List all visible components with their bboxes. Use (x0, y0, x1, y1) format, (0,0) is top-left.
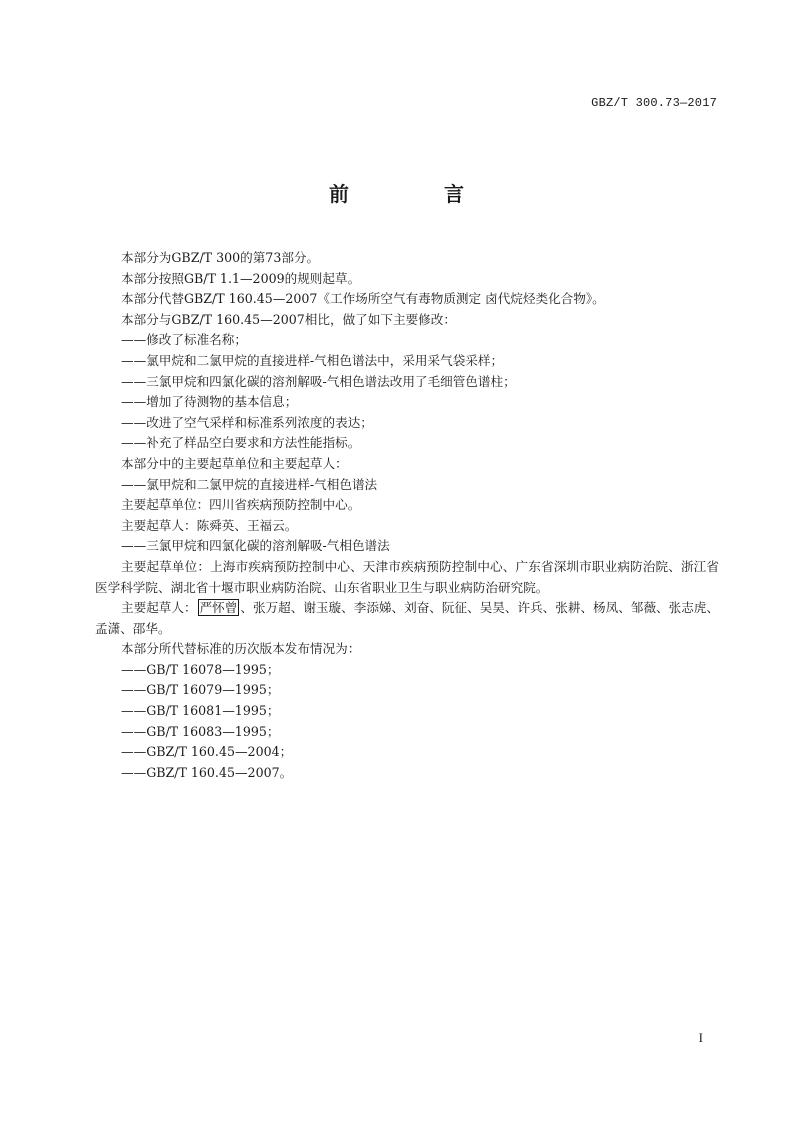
paragraph-drafters-intro: 本部分中的主要起草单位和主要起草人： (121, 455, 348, 471)
history-intro: 本部分所代替标准的历次版本发布情况为： (121, 641, 361, 657)
drafters-rest: 、张万超、谢玉璇、李添娣、刘奋、阮征、吴昊、许兵、张耕、杨凤、邹薇、张志虎、孟潇、邵华。 (95, 600, 720, 636)
change-item: ——改进了空气采样和标准系列浓度的表达； (121, 414, 373, 430)
drafters (95, 598, 719, 639)
paragraph-replaces: 本部分代替GBZ/T 160.45—2007《工作场所空气有毒物质测定 卤代烷烃类化合物》。 (121, 291, 605, 307)
paragraph-drafting-rules: 本部分按照GB/T 1.1—2009的规则起草。 (121, 270, 361, 286)
page-title: 前 言 (329, 182, 508, 206)
history-item: ——GBZ/T 160.45—2007。 (121, 764, 293, 780)
history-item: ——GB/T 16079—1995； (121, 682, 280, 698)
highlighted-name: 严怀曾 (199, 600, 238, 616)
drafters-prefix: 主要起草人： (121, 600, 197, 616)
drafters: 主要起草人：陈舜英、王福云。 (121, 517, 298, 533)
change-item: ——增加了待测物的基本信息； (121, 394, 298, 410)
method-heading: ——三氯甲烷和四氯化碳的溶剂解吸-气相色谱法 (121, 538, 390, 554)
change-item: ——三氯甲烷和四氯化碳的溶剂解吸-气相色谱法改用了毛细管色谱柱； (121, 373, 516, 389)
method-heading: ——氯甲烷和二氯甲烷的直接进样-气相色谱法 (121, 476, 378, 492)
foreword-body (95, 248, 719, 783)
drafting-units: 主要起草单位：四川省疾病预防控制中心。 (121, 497, 361, 513)
paragraph-changes-intro: 本部分与GBZ/T 160.45—2007相比，做了如下主要修改： (121, 311, 456, 327)
change-item: ——补充了样品空白要求和方法性能指标。 (121, 435, 361, 451)
change-item: ——修改了标准名称； (121, 332, 247, 348)
standard-code: GBZ/T 300.73—2017 (591, 96, 717, 110)
history-item: ——GB/T 16081—1995； (121, 703, 280, 719)
drafting-units: 主要起草单位：上海市疾病预防控制中心、天津市疾病预防控制中心、广东省深圳市职业病防治院、浙江省医学科学院、湖北省十堰市职业病防治院、山东省职业卫生与职业病防治研究院。 (95, 558, 719, 595)
page-number: I (698, 1030, 703, 1045)
history-item: ——GB/T 16078—1995； (121, 661, 280, 677)
history-item: ——GBZ/T 160.45—2004； (121, 744, 293, 760)
paragraph-part-of-series: 本部分为GBZ/T 300的第73部分。 (121, 250, 320, 265)
history-item: ——GB/T 16083—1995； (121, 723, 280, 739)
change-item: ——氯甲烷和二氯甲烷的直接进样-气相色谱法中，采用采气袋采样； (121, 352, 504, 368)
